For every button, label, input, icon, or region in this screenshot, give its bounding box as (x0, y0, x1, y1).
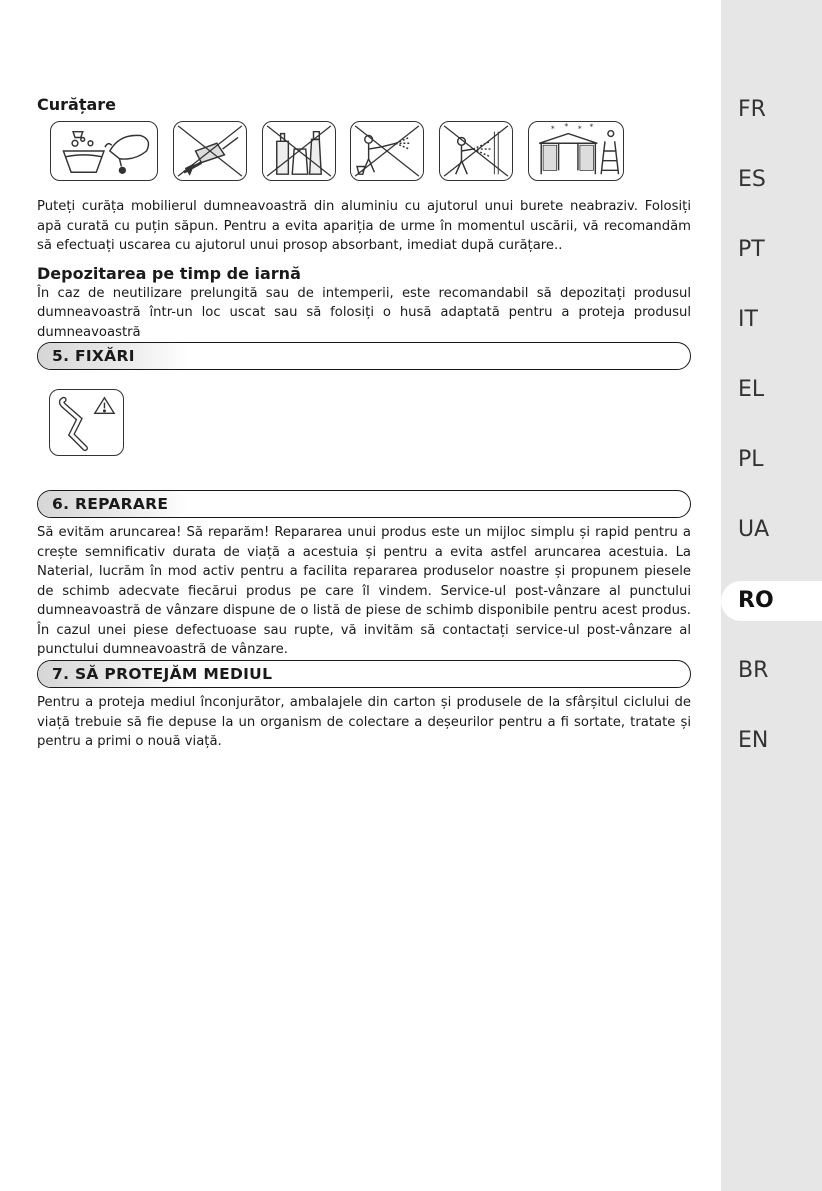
section-environment-banner (37, 660, 691, 688)
section-fixings-title: 5. FIXĂRI (52, 347, 135, 365)
language-sidebar (721, 0, 822, 1191)
winter-storage-heading: Depozitarea pe timp de iarnă (37, 263, 301, 283)
snow-gazebo-icon (528, 121, 624, 181)
lang-tab-en[interactable]: EN (738, 728, 769, 753)
svg-text:*: * (550, 124, 555, 134)
repair-text: Să evităm aruncarea! Să reparăm! Repararea unui produs este un mijloc simplu și rapid pentru a crește semnificativ durata de viață a acestuia și pentru a evita astfel aruncarea acestuia. La Naterial, lucrăm în mod activ pentru a facilita repararea produselor noastre și propunem piesele de schimb adecvate fiecărui produs pe care îl vindem. Service-ul post-vânzare al punctului dumneavoastră de vânzare dispune de o listă de piese de schimb disponibile pentru acest produs. În cazul unei piese defectuoase sau rupte, vă invităm să contactați service-ul post-vânzare al punctului dumneavoastră de vânzare. (37, 525, 691, 657)
no-hose-spray-icon (439, 121, 513, 181)
cleaning-icons (37, 121, 691, 185)
cleaning-text: Puteți curăța mobilierul dumneavoastră din aluminiu cu ajutorul unui burete neabraziv. Folosiți apă curată cu puțin săpun. Pentru a evita apariția de urme în momentul uscării, vă recomandăm să efectuați uscarea cu ajutorul unui prosop absorbant, imediat după curățare.. (37, 199, 691, 253)
lang-tab-es[interactable]: ES (738, 167, 766, 192)
svg-text:*: * (577, 124, 582, 134)
sponge-soap-water-icon (50, 121, 158, 181)
section-environment-title: 7. SĂ PROTEJĂM MEDIUL (52, 665, 273, 683)
section-repair-banner (37, 490, 691, 518)
lang-tab-fr[interactable]: FR (738, 97, 766, 122)
allen-key-warning-icon (49, 389, 124, 456)
no-abrasive-icon (173, 121, 247, 181)
lang-tab-ua[interactable]: UA (738, 517, 770, 542)
lang-tab-pl[interactable]: PL (738, 447, 764, 472)
repair-block (37, 523, 691, 660)
no-pressure-washer-icon (350, 121, 424, 181)
environment-text: Pentru a proteja mediul înconjurător, ambalajele din carton și produsele de la sfârșitul ciclului de viață trebuie să fie depuse la un organism de colectare a deșeurilor pentru a fi sortate, tratate și pentru a primi o nouă viață. (37, 695, 691, 749)
lang-tab-ro[interactable]: RO (721, 581, 822, 621)
section-repair-title: 6. REPARARE (52, 495, 169, 513)
lang-tab-br[interactable]: BR (738, 658, 769, 683)
lang-tab-pt[interactable]: PT (738, 237, 765, 262)
svg-text:*: * (564, 122, 569, 131)
lang-tab-it[interactable]: IT (738, 307, 758, 332)
section-fixings-banner (37, 342, 691, 370)
cleaning-heading: Curățare (37, 95, 117, 114)
lang-tab-el[interactable]: EL (738, 377, 765, 402)
winter-storage-text: În caz de neutilizare prelungită sau de intemperii, este recomandabil să depozitați produsul dumneavoastră într-un loc uscat sau să folosiți o husă adaptată pentru a proteja produsul dumneavoastră (37, 285, 691, 340)
no-chemicals-icon (262, 121, 336, 181)
svg-text:*: * (589, 122, 594, 132)
main-content (37, 95, 691, 342)
environment-block (37, 693, 691, 752)
